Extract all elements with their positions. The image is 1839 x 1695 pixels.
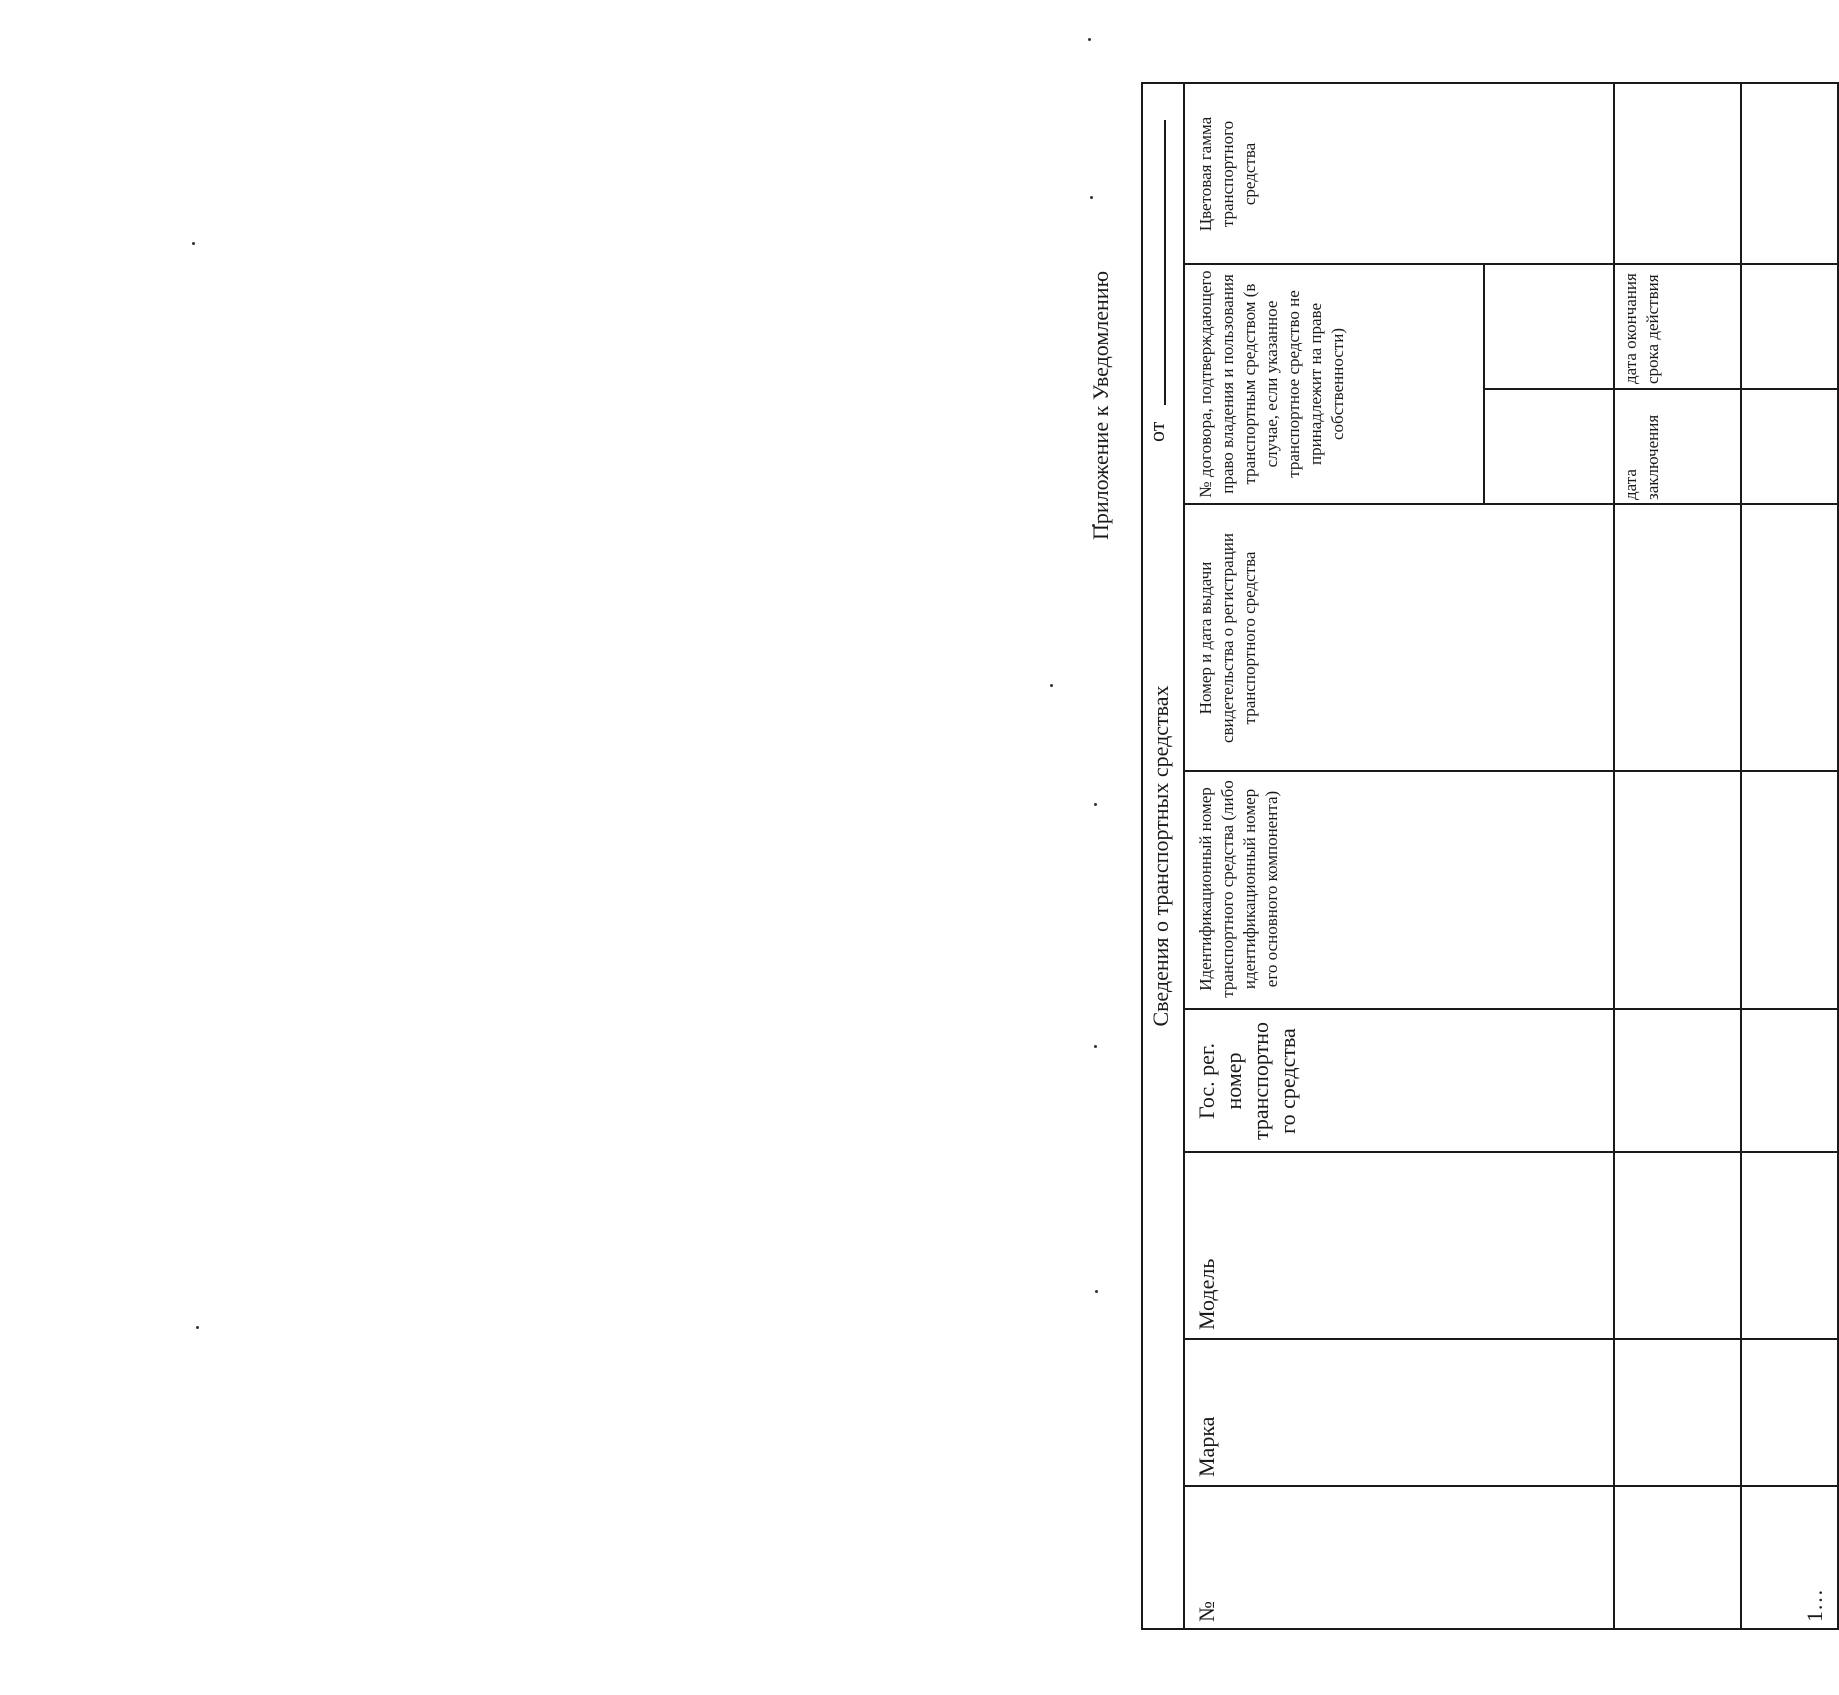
- col-sep: [1183, 1338, 1839, 1340]
- appendix-title: Приложение к Уведомлению: [1088, 270, 1113, 540]
- scan-speck: [1088, 38, 1091, 41]
- col-sep: [1183, 1151, 1839, 1153]
- col-header-certificate: Номер и дата выдачи свидетельства о регистрации транспортного средства: [1196, 532, 1259, 744]
- table-border-right: [1141, 82, 1839, 84]
- col-sep: [1183, 1485, 1839, 1487]
- col-header-brand: Марка: [1194, 1416, 1219, 1477]
- col-header-reg-plate: Гос. рег. номер транспортно го средства: [1194, 1021, 1300, 1141]
- contract-subdivider: [1483, 265, 1485, 505]
- col-header-vin: Идентификационный номер транспортного средства (либо идентификационный номер его основного компонента): [1196, 780, 1281, 998]
- col-sep: [1183, 263, 1839, 265]
- table-row-number: 1…: [1802, 1589, 1827, 1622]
- col-header-contract: № договора, подтверждающего право владения и пользования транспортным средством (в случае, если указанное транспортное средство не принадлежит на праве собственности): [1196, 270, 1347, 498]
- scan-speck: [196, 1326, 199, 1329]
- col-sep-contract-dates: [1483, 388, 1839, 390]
- col-header-model: Модель: [1194, 1258, 1219, 1330]
- date-prefix: от: [1144, 421, 1169, 442]
- row-divider: [1740, 82, 1742, 1630]
- col-sep: [1183, 503, 1839, 505]
- scan-speck: [1050, 684, 1053, 687]
- scan-speck: [1095, 1290, 1098, 1293]
- scan-speck: [1094, 803, 1097, 806]
- table-border-top: [1141, 82, 1143, 1630]
- scan-speck: [192, 242, 195, 245]
- scan-speck: [1094, 1045, 1097, 1048]
- col-subheader-contract-end: дата окончания срока действия: [1621, 273, 1662, 384]
- col-header-color: Цветовая гамма транспортного средства: [1196, 116, 1259, 232]
- col-sep: [1183, 770, 1839, 772]
- col-sep: [1183, 1008, 1839, 1010]
- table-caption: Сведения о транспортных средствах: [1148, 685, 1173, 1027]
- table-border-left: [1141, 1628, 1839, 1630]
- col-header-number: №: [1194, 1601, 1219, 1622]
- caption-divider: [1183, 82, 1185, 1630]
- header-divider: [1613, 82, 1615, 1630]
- col-subheader-contract-start: дата заключения: [1621, 414, 1662, 500]
